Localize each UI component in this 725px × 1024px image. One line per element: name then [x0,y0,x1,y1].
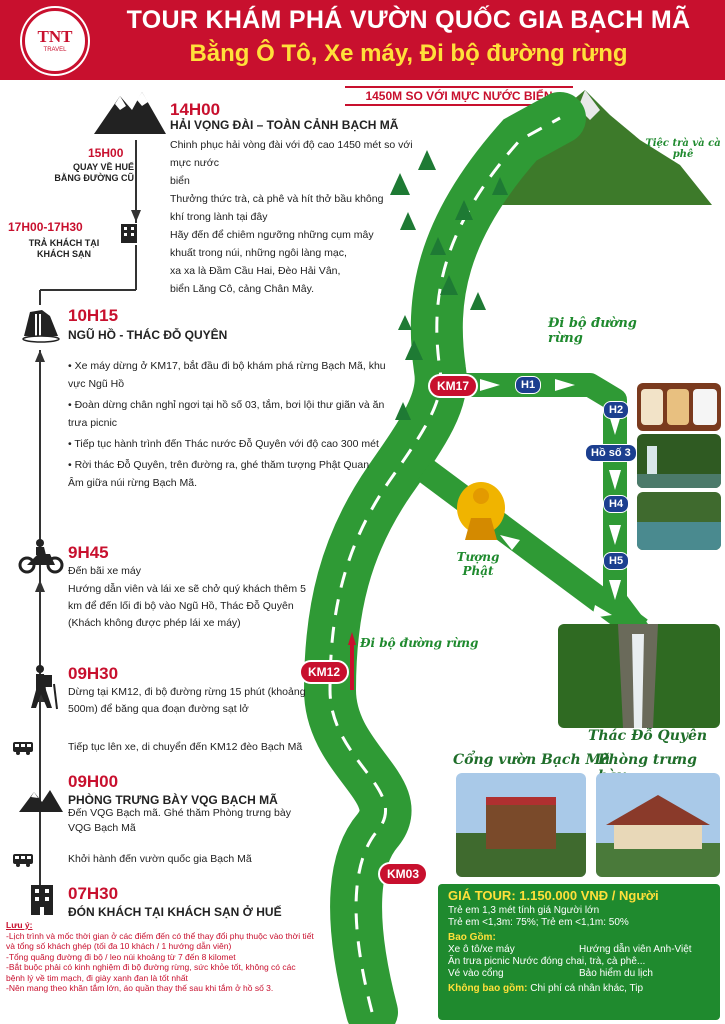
km17-marker: KM17 [428,374,478,398]
stop-desc-ngu-ho: • Xe máy dừng ở KM17, bắt đầu đi bộ khám phá rừng Bạch Mã, khu vực Ngũ Hồ • Đoàn dừng chân nghỉ ngơi tại hồ số 03, tắm, bơi lội thư giãn và ăn trưa picnic • Tiếp tục hành trình đến Thác nước Đỗ Quyên với độ cao 300 mét • Rời thác Đỗ Quyên, trên đường ra, ghé thăm tượng Phật Quan Âm giữa núi rừng Bạch Mã. [68,360,386,489]
stop-desc-dropoff: TRẢ KHÁCH TẠI KHÁCH SẠN [28,238,100,259]
time-945: 9H45 [68,543,109,562]
bus-icon-2 [12,853,34,867]
lake-h4-badge: H4 [603,495,629,513]
time-1500: 15H00 [88,146,124,160]
transfer-km12: Tiếp tục lên xe, di chuyển đến KM12 đèo Bạch Mã [68,741,303,753]
lake-3-photo [637,434,721,488]
lake-h3-badge: Hồ số 3 [585,444,637,462]
time-1015: 10H15 [68,306,119,325]
hotel-building-icon [28,883,56,917]
time-730: 07H30 [68,884,119,903]
page-title: TOUR KHÁM PHÁ VƯỜN QUỐC GIA BẠCH MÃ [126,6,691,34]
gallery-label: Phòng trưng [598,752,697,768]
mountain-icon [92,86,168,136]
stop-desc-km12: Dừng tại KM12, đi bộ đường rừng 15 phút (khoảng 500m) để băng qua đoạn đường sạt lở [68,686,306,715]
buddha-statue-illustration [455,478,507,546]
picnic-food-photo [637,383,721,431]
trek-label-km12: Đi bộ đường rừng [360,636,479,650]
lake-h5-badge: H5 [603,552,629,570]
hiker-icon [24,664,58,710]
time-900: 09H00 [68,772,119,791]
lake-h1-badge: H1 [515,376,541,394]
waterfall-icon [20,306,62,344]
price-title: GIÁ TOUR: 1.150.000 VNĐ / Người [448,888,659,903]
buddha-label: Tượng Phật [456,550,500,578]
brand-logo: TNT TRAVEL [22,8,88,74]
child-price-1: Trẻ em 1,3 mét tính giá Người lớn [448,905,600,916]
included-row: Ăn trưa picnic Nước đóng chai, trà, cà phê... [448,956,646,967]
stop-desc-gallery: Đến VQG Bạch mã. Ghé thăm Phòng trưng bày VQG Bạch Mã [68,807,291,834]
child-price-2: Trẻ em <1,3m: 75%; Trẻ em <1,1m: 50% [448,917,629,928]
transfer-depart: Khởi hành đến vườn quốc gia Bạch Mã [68,853,252,865]
gallery-mountain-icon [18,786,64,814]
stop-desc-parking: Hướng dẫn viên và lái xe sẽ chở quý khách thêm 5 km để đến lối đi bộ vào Ngũ Hồ, Thác Đỗ Quyên (Khách không được phép lái xe máy) [68,583,306,629]
km03-marker: KM03 [378,862,428,886]
stop-desc-hai-vong-dai: Chinh phục hải vòng đài với độ cao 1450 mét so với mực nước biển Thưởng thức trà, cà phê và hít thở bầu không khí trong lành tại đây Hãy đến để chiêm ngưỡng những cụm mây khuất trong núi, những ngôi làng mạc, xa xa là Đầm Cầu Hai, Đèo Hải Vân, biển Lăng Cô, cảng Chân Mây. [170,139,413,295]
waterfall-label: Thác Đỗ Quyên [588,728,708,744]
waterfall-photo [558,624,720,728]
time-1700: 17H00-17H30 [8,220,83,234]
gate-label: Cổng vườn Bạch Mã [453,752,611,768]
stop-title-ngu-ho: NGŨ HỒ - THÁC ĐỖ QUYÊN [68,328,228,342]
bus-icon [12,741,34,755]
lake-4-photo [637,492,721,550]
trek-label-km17: Đi bộ đường rừng [548,316,637,346]
price-box [438,884,720,1020]
included-title: Bao Gồm: [448,932,496,943]
altitude-label: 1450M SO VỚI MỰC NƯỚC BIỂN [345,86,573,106]
excluded-row: Không bao gồm: Chi phí cá nhân khác, Tip [448,983,644,994]
time-930: 09H30 [68,664,119,683]
stop-title-hai-vong-dai: HẢI VỌNG ĐÀI – TOÀN CẢNH BẠCH MÃ [170,118,399,132]
stop-title-gallery: PHÒNG TRƯNG BÀY VQG BẠCH MÃ [68,793,278,807]
page-subtitle: Bằng Ô Tô, Xe máy, Đi bộ đường rừng [189,40,628,67]
included-row: Vé vào cổng Bảo hiểm du lịch [448,968,653,979]
km12-marker: KM12 [299,660,349,684]
time-1400: 14H00 [170,100,221,119]
motorbike-icon [18,538,64,574]
stop-title-pickup: ĐÓN KHÁCH TẠI KHÁCH SẠN Ở HUẾ [68,905,282,919]
included-row: Xe ô tô/xe máy Hướng dẫn viên Anh-Việt [448,944,692,955]
gallery-photo [596,773,720,877]
lake-h2-badge: H2 [603,401,629,419]
stop-desc-return: QUAY VỀ HUẾ BẰNG ĐƯỜNG CŨ [54,162,134,183]
stop-title-parking: Đến bãi xe máy [68,565,141,577]
park-gate-photo [456,773,586,877]
notes: Lưu ý: -Lịch trình và mốc thời gian ở các điểm đến có thể thay đổi phụ thuộc vào thời tiết và tổng số khách ghép (tối đa 10 khách / 1 hướng dẫn viên) -Tổng quãng đường đi bộ / leo núi khoảng từ 7 đến 8 kilomet -Bắt buộc phải có kinh nghiệm đi bộ đường rừng, sức khỏe tốt, không có các bệnh lý về tim mạch, đi giày xanh đan là tốt nhất -Nên mang theo khăn tắm lớn, áo quần thay thế sau khi tắm ở hồ số 3. [6,920,314,993]
hotel-icon [118,222,140,244]
tea-label: Tiệc trà và cà phê [645,138,721,160]
